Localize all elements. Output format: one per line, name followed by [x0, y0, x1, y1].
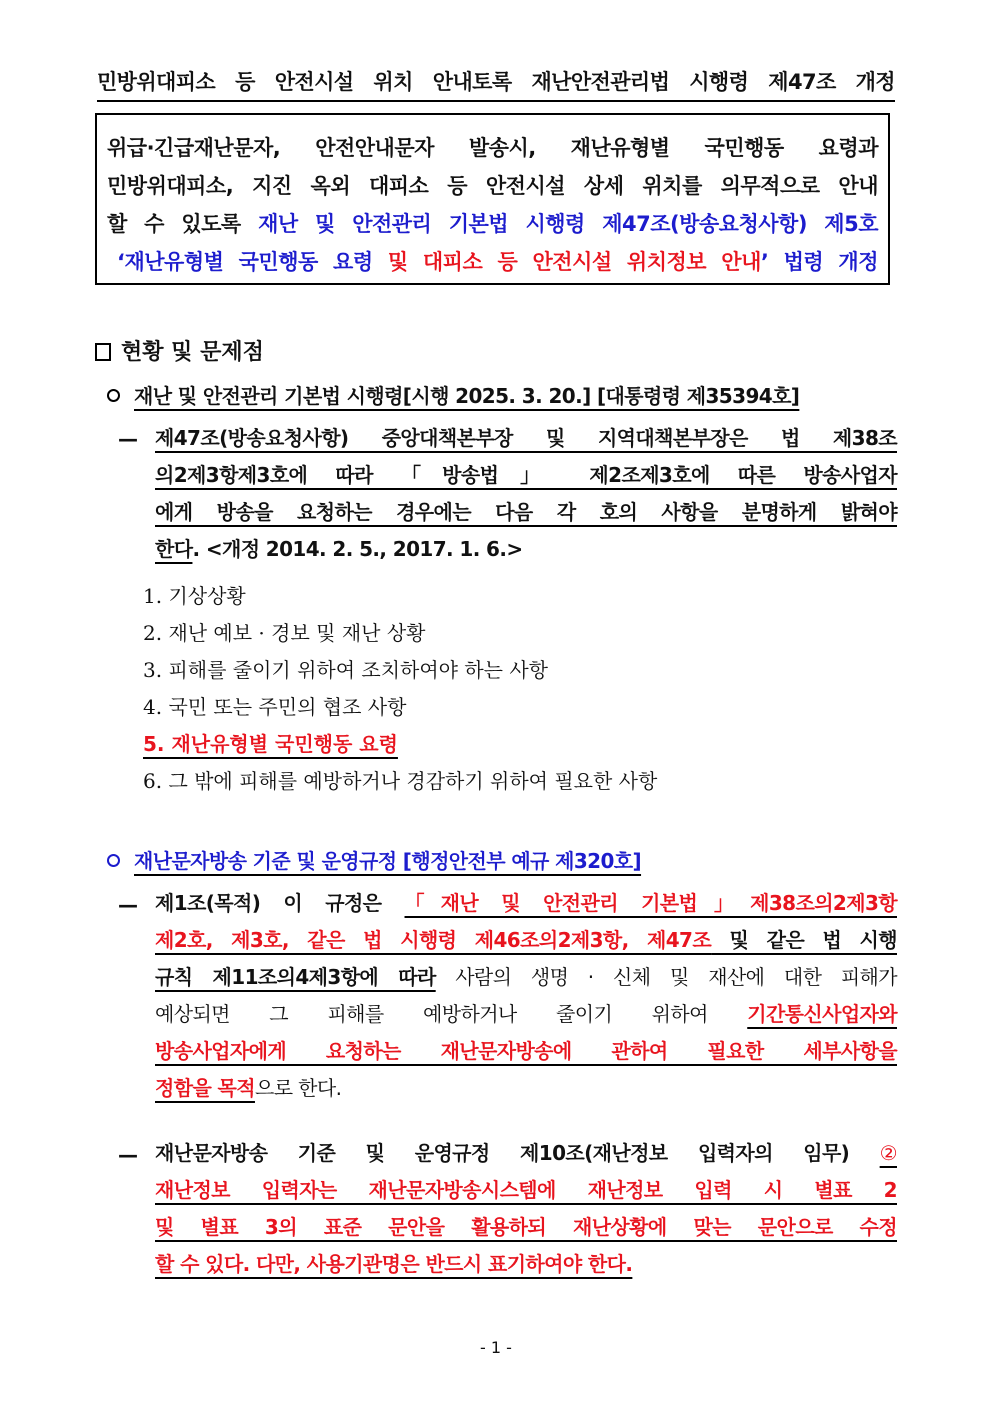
- paragraph-text: 규칙 제11조의4제3항에 따라: [155, 965, 436, 989]
- summary-line-4: [107, 243, 878, 281]
- bullet-item-2: [107, 845, 897, 874]
- paragraph-text: 및 같은 법 시행: [711, 928, 897, 952]
- summary-line-3: [107, 205, 878, 243]
- list-item: 6. 그 밖에 피해를 예방하거나 경감하기 위하여 필요한 사항: [143, 769, 658, 793]
- paragraph-line: [155, 922, 897, 959]
- page-number: - 1 -: [480, 1338, 512, 1357]
- summary-line-2: 민방위대피소, 지진 옥외 대피소 등 안전시설 상세 위치를 의무적으로 안내: [107, 174, 878, 198]
- paragraph-line: [155, 1246, 897, 1283]
- summary-line-4-red: 및 대피소 등 안전시설 위치정보 안내: [387, 250, 761, 274]
- paragraph-line: 및 별표 3의 표준 문안을 활용하되 재난상황에 맞는 문안으로 수정: [155, 1215, 897, 1239]
- paragraph-line: 재난정보 입력자는 재난문자방송시스템에 재난정보 입력 시 별표 2: [155, 1178, 897, 1202]
- paragraph-line: 방송사업자에게 요청하는 재난문자방송에 관하여 필요한 세부사항을: [155, 1039, 897, 1063]
- paragraph-line-underlined: 한다: [155, 537, 193, 561]
- summary-line-3-text: 할 수 있도록: [107, 212, 259, 236]
- paragraph-text: 으로 한다.: [254, 1076, 342, 1100]
- bullet-item-2-title: 재난문자방송 기준 및 운영규정 [행정안전부 예규 제320호]: [134, 849, 642, 873]
- article-47-paragraph: [155, 420, 897, 568]
- list-item: 3. 피해를 줄이기 위하여 조치하여야 하는 사항: [143, 658, 548, 682]
- paragraph-line: [155, 885, 897, 922]
- section-heading-text: 현황 및 문제점: [121, 340, 264, 365]
- paragraph-line: 의2제3항제3호에 따라 「방송법」 제2조제3호에 따른 방송사업자: [155, 463, 897, 487]
- list-item: 1. 기상상황: [143, 584, 246, 608]
- paragraph-line: [155, 531, 897, 568]
- list-item-highlighted: [143, 726, 657, 763]
- section-heading: [95, 335, 264, 366]
- paragraph-line: [155, 996, 897, 1033]
- paragraph-text: 재난문자방송 기준 및 운영규정 제10조(재난정보 입력자의 임무): [155, 1141, 880, 1165]
- paragraph-text: 예상되면 그 피해를 예방하거나 줄이기 위하여: [155, 1002, 748, 1026]
- summary-line-4-b: ’ 법령 개정: [760, 250, 878, 274]
- paragraph-line-amendment: . <개정 2014. 2. 5., 2017. 1. 6.>: [192, 537, 523, 561]
- dash-icon: —: [118, 427, 138, 451]
- list-item: 4. 국민 또는 주민의 협조 사항: [143, 695, 407, 719]
- article-10-paragraph: [155, 1135, 897, 1283]
- article-47-list: [143, 578, 657, 800]
- circle-bullet-icon: [107, 854, 120, 867]
- checkbox-square-icon: [95, 343, 111, 361]
- list-item-highlighted-text: 5. 재난유형별 국민행동 요령: [143, 732, 398, 756]
- paragraph-highlight: 할 수 있다. 다만, 사용기관명은 반드시 표기하여야 한다.: [155, 1252, 633, 1276]
- paragraph-highlight: 제2호, 제3호, 같은 법 시행령 제46조의2제3항, 제47조: [155, 928, 712, 952]
- paragraph-line: 에게 방송을 요청하는 경우에는 다음 각 호의 사항을 분명하게 밝혀야: [155, 500, 897, 524]
- bullet-item-1: [107, 380, 897, 409]
- paragraph-line: [155, 959, 897, 996]
- paragraph-highlight: 기간통신사업자와: [747, 1002, 897, 1026]
- circled-number-2: ②: [879, 1141, 897, 1165]
- summary-line-1: 위급·긴급재난문자, 안전안내문자 발송시, 재난유형별 국민행동 요령과: [107, 136, 878, 160]
- article-1-paragraph: [155, 885, 897, 1107]
- paragraph-highlight: 「재난 및 안전관리 기본법」제38조의2제3항: [404, 891, 897, 915]
- paragraph-line: 제47조(방송요청사항) 중앙대책본부장 및 지역대책본부장은 법 제38조: [155, 426, 897, 450]
- paragraph-text: 사람의 생명 · 신체 및 재산에 대한 피해가: [435, 965, 897, 989]
- dash-icon: —: [118, 1143, 138, 1167]
- paragraph-text: 제1조(목적) 이 규정은: [155, 891, 405, 915]
- paragraph-line: [155, 1135, 897, 1172]
- paragraph-line: [155, 1070, 897, 1107]
- summary-box: [95, 113, 890, 285]
- summary-line-3-highlight: 재난 및 안전관리 기본법 시행령 제47조(방송요청사항) 제5호: [258, 212, 878, 236]
- list-item: 2. 재난 예보 · 경보 및 재난 상황: [143, 621, 426, 645]
- circle-bullet-icon: [107, 389, 120, 402]
- bullet-item-1-title: 재난 및 안전관리 기본법 시행령[시행 2025. 3. 20.] [대통령령 제35394호]: [134, 384, 800, 408]
- summary-line-4-a: ‘재난유형별 국민행동 요령: [117, 250, 388, 274]
- paragraph-highlight: 정함을 목적: [155, 1076, 255, 1100]
- document-title: 민방위대피소 등 안전시설 위치 안내토록 재난안전관리법 시행령 제47조 개정: [97, 66, 895, 102]
- dash-icon: —: [118, 893, 138, 917]
